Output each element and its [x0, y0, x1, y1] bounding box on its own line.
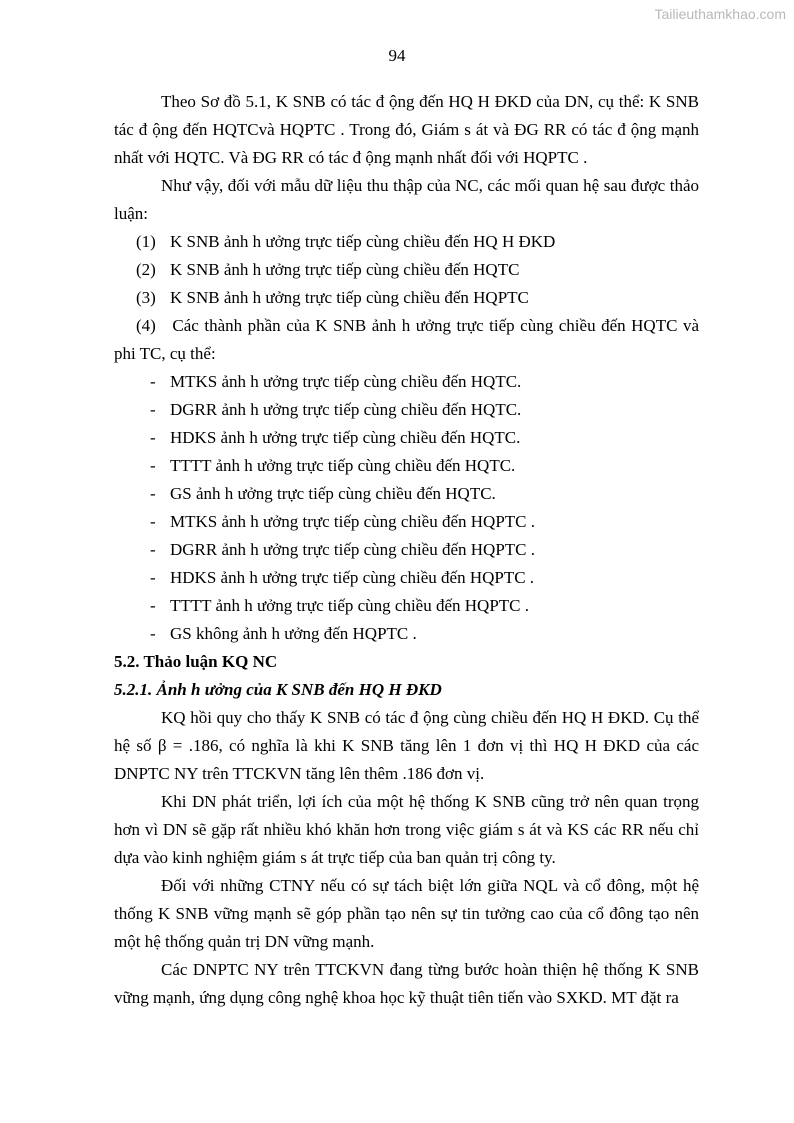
list-text: K SNB ảnh h ưởng trực tiếp cùng chiều đến HQTC — [170, 260, 520, 279]
document-body — [114, 88, 699, 1012]
dash-bullet: - — [150, 400, 156, 419]
dash-bullet: - — [150, 540, 156, 559]
dash-list-item — [150, 620, 699, 648]
dash-list-text: DGRR ảnh h ưởng trực tiếp cùng chiều đến HQPTC . — [170, 540, 536, 559]
dash-bullet: - — [150, 428, 156, 447]
dash-list-text: MTKS ảnh h ưởng trực tiếp cùng chiều đến HQPTC . — [170, 512, 536, 531]
list-item — [136, 228, 699, 256]
dash-list-item — [150, 396, 699, 424]
dash-list-item — [150, 592, 699, 620]
list-text: K SNB ảnh h ưởng trực tiếp cùng chiều đến HQ H ĐKD — [170, 232, 556, 251]
subsection-heading: 5.2.1. Ảnh h ưởng của K SNB đến HQ H ĐKD — [114, 680, 442, 699]
dash-bullet: - — [150, 624, 156, 643]
list-text: K SNB ảnh h ưởng trực tiếp cùng chiều đến HQPTC — [170, 288, 529, 307]
list-number: (1) — [136, 232, 156, 251]
dash-list-item — [150, 508, 699, 536]
dash-list-text: TTTT ảnh h ưởng trực tiếp cùng chiều đến HQPTC . — [170, 596, 530, 615]
section-heading: 5.2. Thảo luận KQ NC — [114, 652, 278, 671]
watermark: Tailieuthamkhao.com — [654, 6, 786, 22]
dash-list-item — [150, 452, 699, 480]
dash-bullet: - — [150, 372, 156, 391]
dash-list-text: HDKS ảnh h ưởng trực tiếp cùng chiều đến HQPTC . — [170, 568, 535, 587]
paragraph: Theo Sơ đồ 5.1, K SNB có tác đ ộng đến HQ H ĐKD của DN, cụ thể: K SNB tác đ ộng đến HQTCvà HQPTC . Trong đó, Giám s át và ĐG RR có tác đ ộng mạnh nhất với HQTC. Và ĐG RR có tác đ ộng mạnh nhất đối với HQPTC . — [114, 92, 699, 167]
paragraph: Như vậy, đối với mẫu dữ liệu thu thập của NC, các mối quan hệ sau được thảo luận: — [114, 176, 699, 223]
paragraph: Các DNPTC NY trên TTCKVN đang từng bước hoàn thiện hệ thống K SNB vững mạnh, ứng dụng công nghệ khoa học kỹ thuật tiên tiến vào SXKD. MT đặt ra — [114, 960, 699, 1007]
dash-bullet: - — [150, 512, 156, 531]
list-number: (4) — [136, 316, 156, 335]
page-number: 94 — [388, 46, 406, 65]
list-item — [114, 312, 699, 368]
list-text: Các thành phần của K SNB ảnh h ưởng trực tiếp cùng chiều đến HQTC và phi TC, cụ thể: — [114, 316, 699, 363]
dash-list-item — [150, 368, 699, 396]
dash-bullet: - — [150, 596, 156, 615]
dash-list-text: HDKS ảnh h ưởng trực tiếp cùng chiều đến HQTC. — [170, 428, 521, 447]
dash-bullet: - — [150, 456, 156, 475]
paragraph: Đối với những CTNY nếu có sự tách biệt lớn giữa NQL và cổ đông, một hệ thống K SNB vững mạnh sẽ góp phần tạo nên sự tin tưởng cao của cổ đông tạo nên một hệ thống quản trị DN vững mạnh. — [114, 876, 699, 951]
list-item — [136, 284, 699, 312]
dash-list-item — [150, 480, 699, 508]
dash-list-text: DGRR ảnh h ưởng trực tiếp cùng chiều đến HQTC. — [170, 400, 522, 419]
paragraph: KQ hồi quy cho thấy K SNB có tác đ ộng cùng chiều đến HQ H ĐKD. Cụ thể hệ số β = .186, có nghĩa là khi K SNB tăng lên 1 đơn vị thì HQ H ĐKD của các DNPTC NY trên TTCKVN tăng lên thêm .186 đơn vị. — [114, 708, 699, 783]
dash-bullet: - — [150, 568, 156, 587]
dash-bullet: - — [150, 484, 156, 503]
dash-list-text: TTTT ảnh h ưởng trực tiếp cùng chiều đến HQTC. — [170, 456, 516, 475]
dash-list-text: GS ảnh h ưởng trực tiếp cùng chiều đến HQTC. — [170, 484, 496, 503]
list-item — [136, 256, 699, 284]
dash-list-text: GS không ảnh h ưởng đến HQPTC . — [170, 624, 417, 643]
dash-list-text: MTKS ảnh h ưởng trực tiếp cùng chiều đến HQTC. — [170, 372, 522, 391]
list-number: (2) — [136, 260, 156, 279]
dash-list-item — [150, 424, 699, 452]
dash-list-item — [150, 564, 699, 592]
dash-list-item — [150, 536, 699, 564]
list-number: (3) — [136, 288, 156, 307]
paragraph: Khi DN phát triển, lợi ích của một hệ thống K SNB cũng trở nên quan trọng hơn vì DN sẽ gặp rất nhiều khó khăn hơn trong việc giám s át và KS các RR nếu chỉ dựa vào kinh nghiệm giám s át trực tiếp của ban quản trị công ty. — [114, 792, 699, 867]
